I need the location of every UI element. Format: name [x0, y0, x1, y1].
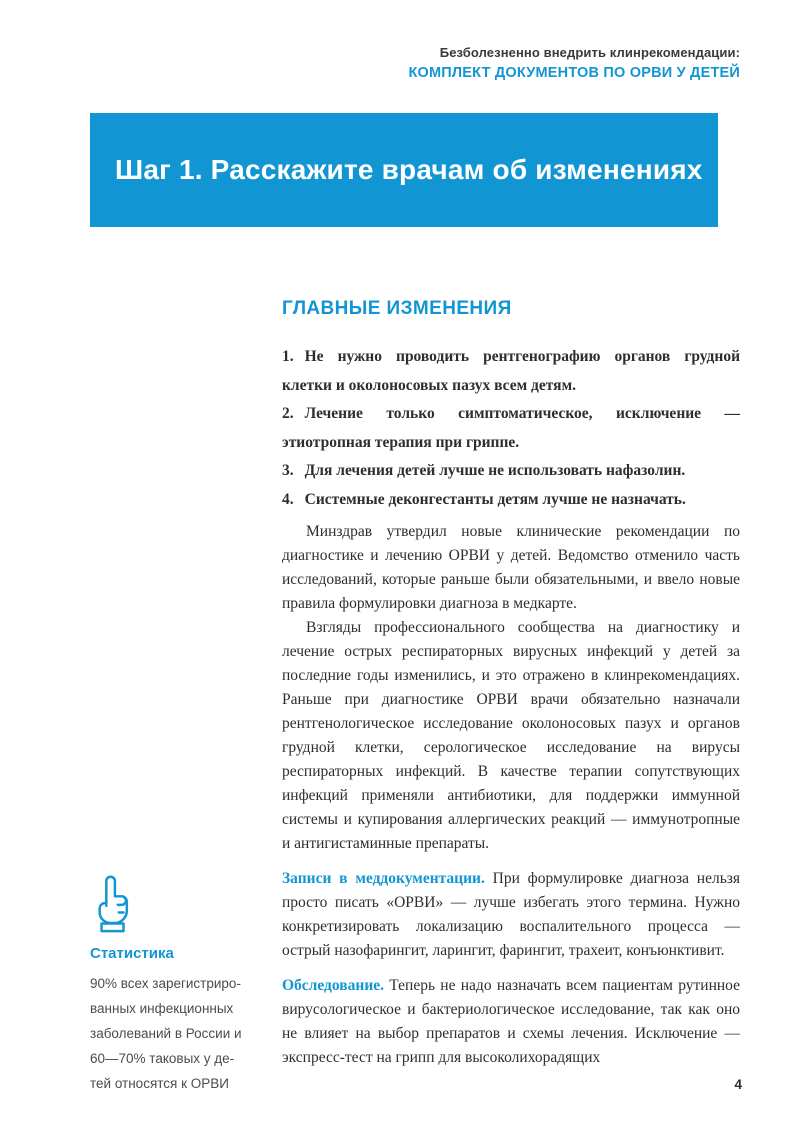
- sidebar-stat-note: [90, 871, 248, 1096]
- list-item-text: Для лечения детей лучше не использовать нафазолин.: [304, 462, 686, 479]
- body-paragraph: [282, 974, 740, 1070]
- list-item-number: 1.: [282, 348, 294, 365]
- section-heading: ГЛАВНЫЕ ИЗМЕНЕНИЯ: [282, 298, 512, 319]
- list-item-text: Лечение только симптоматическое, исключение — этиотропная терапия при гриппе.: [282, 405, 740, 451]
- body-paragraph: [282, 616, 740, 856]
- paragraph-text: При формулировке диагноза нельзя просто писать «ОРВИ» — лучше избегать этого термина. Нужно конкретизировать локализацию воспалительного процесса — острый назофарингит, ларингит, фарингит, трахеит, конъюнктивит.: [282, 870, 741, 959]
- page-number: 4: [734, 1077, 742, 1092]
- list-item: [282, 486, 740, 515]
- page-header: [408, 44, 740, 83]
- list-item: [282, 457, 740, 486]
- paragraph-text: Теперь не надо назначать всем пациентам рутинное вирусологическое и бактериологическое исследование, так как оно не влияет на выбор препаратов и схемы лечения. Исключение — экспресс-тест на грипп для высоколихорадящих: [282, 977, 740, 1066]
- list-item: [282, 400, 740, 457]
- list-item-text: Системные деконгестанты детям лучше не назначать.: [304, 490, 686, 508]
- key-changes-list: [282, 343, 740, 514]
- body-paragraph: [282, 520, 740, 616]
- main-content: [282, 298, 740, 1070]
- header-kicker: Безболезненно внедрить клинрекомендации:: [439, 45, 740, 60]
- paragraph-lead: Записи в меддокументации.: [282, 870, 485, 887]
- header-doc-title: КОМПЛЕКТ ДОКУМЕНТОВ ПО ОРВИ У ДЕТЕЙ: [408, 65, 740, 81]
- list-item-text: Не нужно проводить рентгенографию органов грудной клетки и околоносовых пазух всем детям.: [282, 348, 740, 394]
- list-item-number: 3.: [282, 462, 294, 479]
- pointing-hand-icon: [92, 871, 134, 935]
- body-paragraph: [282, 867, 740, 963]
- list-item-number: 2.: [282, 405, 294, 422]
- paragraph-lead: Обследование.: [282, 977, 384, 994]
- list-item-number: 4.: [282, 490, 294, 508]
- stat-note-text: 90% всех зарегистрированных инфекционных заболеваний в России и 60—70% таковых у детей относятся к ОРВИ: [90, 976, 242, 1091]
- step-banner-title: Шаг 1. Расскажите врачам об изменениях: [115, 153, 703, 185]
- stat-note-label: Статистика: [90, 945, 174, 962]
- list-item: [282, 343, 740, 400]
- paragraph-text: Взгляды профессионального сообщества на диагностику и лечение острых респираторных вирусных инфекций у детей за последние годы изменились, и это отражено в клинрекомендациях. Раньше при диагностике ОРВИ врачи обязательно назначали рентгенологическое исследование околоносовых пазух и органов грудной клетки, серологическое исследование на вирусы респираторных инфекций. В качестве терапии сопутствующих инфекций применяли антибиотики, для поддержки иммунной системы и купирования аллергических реакций — иммунотропные и антигистаминные препараты.: [282, 619, 740, 852]
- paragraph-text: Минздрав утвердил новые клинические рекомендации по диагностике и лечению ОРВИ у детей. Ведомство отменило часть исследований, которые раньше были обязательными, и ввело новые правила формулировки диагноза в медкарте.: [282, 523, 740, 612]
- step-banner: [90, 113, 718, 227]
